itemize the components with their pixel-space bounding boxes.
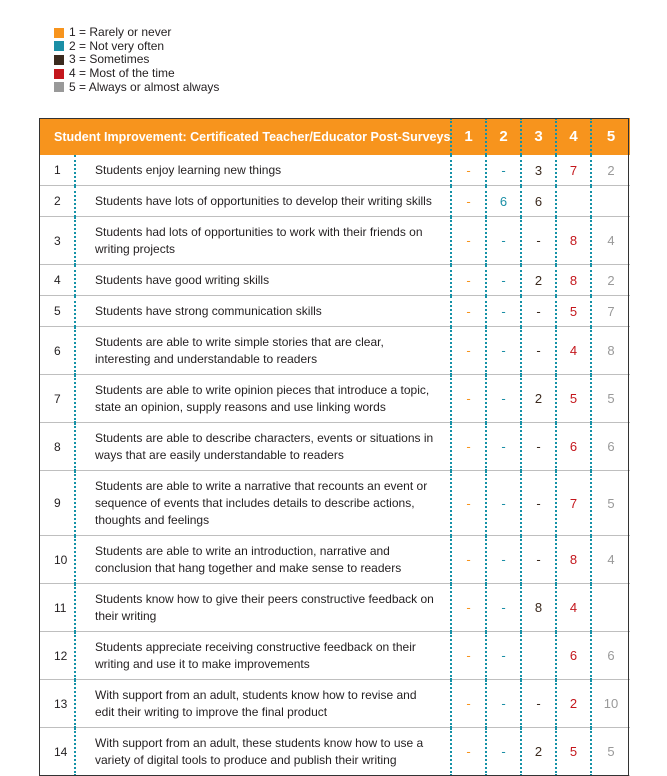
rating-5-value: 4	[591, 217, 630, 265]
row-statement: Students are able to write an introduction, narrative and conclusion that hang together and make sense to readers	[75, 536, 451, 584]
legend-label: 5 = Always or almost always	[69, 79, 220, 94]
column-header-1: 1	[451, 118, 486, 155]
rating-3-value: -	[521, 536, 556, 584]
row-statement: Students are able to write simple stories that are clear, interesting and understandable to readers	[75, 327, 451, 375]
rating-1-value: -	[451, 296, 486, 327]
rating-2-value: -	[486, 265, 521, 296]
table-row	[39, 217, 630, 265]
table-row	[39, 728, 630, 776]
rating-5-value: 6	[591, 632, 630, 680]
rating-1-value: -	[451, 632, 486, 680]
legend-item-2	[54, 40, 219, 54]
rating-3-value: -	[521, 327, 556, 375]
row-number: 6	[39, 327, 75, 375]
rating-1-value: -	[451, 265, 486, 296]
legend-item-3	[54, 53, 219, 67]
table-row	[39, 186, 630, 217]
rating-3-value: -	[521, 217, 556, 265]
row-statement: Students are able to describe characters, events or situations in ways that are easily understandable to readers	[75, 423, 451, 471]
rating-3-value: -	[521, 296, 556, 327]
table-title: Student Improvement: Certificated Teacher/Educator Post-Surveys	[39, 118, 451, 155]
row-number: 14	[39, 728, 75, 776]
row-statement: Students are able to write a narrative that recounts an event or sequence of events that includes details to describe actions, thoughts and feelings	[75, 471, 451, 536]
rating-4-value: 4	[556, 327, 591, 375]
row-number: 8	[39, 423, 75, 471]
column-header-5: 5	[591, 118, 630, 155]
table-row	[39, 296, 630, 327]
row-number: 7	[39, 375, 75, 423]
legend-swatch	[54, 55, 64, 65]
rating-1-value: -	[451, 217, 486, 265]
row-statement: Students have lots of opportunities to develop their writing skills	[75, 186, 451, 217]
row-statement: Students had lots of opportunities to work with their friends on writing projects	[75, 217, 451, 265]
rating-5-value	[591, 584, 630, 632]
row-statement: Students appreciate receiving constructive feedback on their writing and use it to make improvements	[75, 632, 451, 680]
rating-1-value: -	[451, 375, 486, 423]
legend-item-1	[54, 26, 219, 40]
rating-2-value: -	[486, 632, 521, 680]
rating-1-value: -	[451, 423, 486, 471]
rating-4-value: 5	[556, 296, 591, 327]
rating-4-value: 4	[556, 584, 591, 632]
table-row	[39, 375, 630, 423]
row-number: 5	[39, 296, 75, 327]
rating-2-value: -	[486, 471, 521, 536]
rating-1-value: -	[451, 584, 486, 632]
rating-4-value: 7	[556, 471, 591, 536]
rating-4-value: 8	[556, 536, 591, 584]
rating-1-value: -	[451, 327, 486, 375]
survey-table	[39, 118, 630, 776]
table-row	[39, 584, 630, 632]
rating-2-value: -	[486, 423, 521, 471]
rating-4-value: 6	[556, 423, 591, 471]
row-number: 1	[39, 155, 75, 186]
row-number: 9	[39, 471, 75, 536]
legend-label: 3 = Sometimes	[69, 52, 150, 67]
column-header-2: 2	[486, 118, 521, 155]
rating-4-value: 8	[556, 217, 591, 265]
rating-2-value: 6	[486, 186, 521, 217]
row-statement: Students know how to give their peers constructive feedback on their writing	[75, 584, 451, 632]
table-row	[39, 327, 630, 375]
row-statement: Students are able to write opinion pieces that introduce a topic, state an opinion, supply reasons and use linking words	[75, 375, 451, 423]
rating-4-value: 8	[556, 265, 591, 296]
rating-2-value: -	[486, 217, 521, 265]
rating-5-value: 2	[591, 265, 630, 296]
rating-4-value: 5	[556, 728, 591, 776]
legend-item-4	[54, 67, 219, 81]
rating-1-value: -	[451, 728, 486, 776]
legend-label: 1 = Rarely or never	[69, 25, 172, 40]
rating-1-value: -	[451, 155, 486, 186]
legend-item-5	[54, 80, 219, 94]
rating-4-value: 2	[556, 680, 591, 728]
legend-swatch	[54, 82, 64, 92]
rating-3-value: 2	[521, 728, 556, 776]
row-number: 4	[39, 265, 75, 296]
rating-5-value: 5	[591, 728, 630, 776]
rating-2-value: -	[486, 680, 521, 728]
rating-3-value: -	[521, 423, 556, 471]
rating-5-value: 10	[591, 680, 630, 728]
table-row	[39, 423, 630, 471]
rating-3-value: 3	[521, 155, 556, 186]
column-header-4: 4	[556, 118, 591, 155]
rating-5-value: 5	[591, 471, 630, 536]
rating-3-value: 2	[521, 375, 556, 423]
rating-5-value: 4	[591, 536, 630, 584]
row-number: 3	[39, 217, 75, 265]
rating-2-value: -	[486, 536, 521, 584]
legend	[54, 26, 219, 94]
table-header	[39, 118, 630, 155]
rating-2-value: -	[486, 327, 521, 375]
row-statement: Students enjoy learning new things	[75, 155, 451, 186]
rating-5-value: 5	[591, 375, 630, 423]
row-statement: Students have good writing skills	[75, 265, 451, 296]
legend-swatch	[54, 69, 64, 79]
column-header-3: 3	[521, 118, 556, 155]
rating-4-value: 5	[556, 375, 591, 423]
table-row	[39, 632, 630, 680]
legend-swatch	[54, 41, 64, 51]
rating-5-value: 7	[591, 296, 630, 327]
table-row	[39, 155, 630, 186]
row-number: 12	[39, 632, 75, 680]
row-number: 13	[39, 680, 75, 728]
table-row	[39, 536, 630, 584]
table-row	[39, 680, 630, 728]
rating-3-value: 6	[521, 186, 556, 217]
rating-2-value: -	[486, 584, 521, 632]
rating-2-value: -	[486, 296, 521, 327]
rating-3-value: -	[521, 680, 556, 728]
rating-3-value	[521, 632, 556, 680]
rating-5-value: 2	[591, 155, 630, 186]
rating-1-value: -	[451, 471, 486, 536]
rating-5-value	[591, 186, 630, 217]
rating-5-value: 6	[591, 423, 630, 471]
row-statement: Students have strong communication skills	[75, 296, 451, 327]
rating-1-value: -	[451, 680, 486, 728]
row-statement: With support from an adult, these students know how to use a variety of digital tools to produce and publish their writing	[75, 728, 451, 776]
row-number: 11	[39, 584, 75, 632]
rating-4-value: 6	[556, 632, 591, 680]
rating-4-value	[556, 186, 591, 217]
row-number: 2	[39, 186, 75, 217]
rating-3-value: 8	[521, 584, 556, 632]
rating-2-value: -	[486, 728, 521, 776]
table-row	[39, 265, 630, 296]
rating-3-value: 2	[521, 265, 556, 296]
table-row	[39, 471, 630, 536]
row-statement: With support from an adult, students know how to revise and edit their writing to improve the final product	[75, 680, 451, 728]
legend-swatch	[54, 28, 64, 38]
rating-1-value: -	[451, 186, 486, 217]
rating-1-value: -	[451, 536, 486, 584]
rating-5-value: 8	[591, 327, 630, 375]
legend-label: 4 = Most of the time	[69, 66, 175, 81]
rating-2-value: -	[486, 155, 521, 186]
row-number: 10	[39, 536, 75, 584]
rating-2-value: -	[486, 375, 521, 423]
legend-label: 2 = Not very often	[69, 38, 165, 53]
rating-4-value: 7	[556, 155, 591, 186]
rating-3-value: -	[521, 471, 556, 536]
